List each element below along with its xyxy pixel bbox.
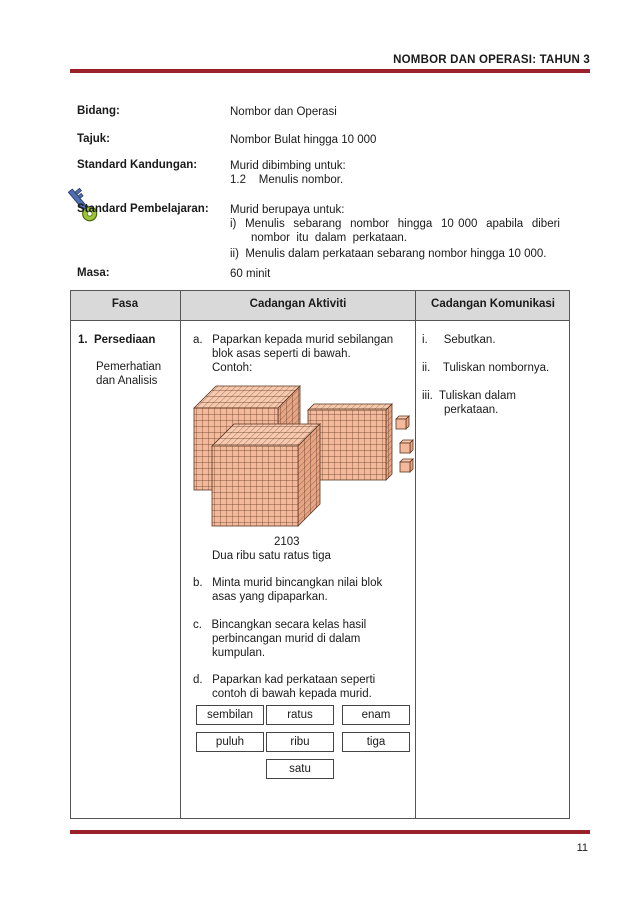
aktiviti-a: blok asas seperti di bawah. [212,348,351,360]
komunikasi-i: i. Sebutkan. [422,334,496,346]
header-aktiviti: Cadangan Aktiviti [249,298,347,310]
hundred-block [308,404,392,480]
komunikasi-iii: perkataan. [444,404,499,416]
word-card: tiga [342,732,410,752]
sp-line: ii) Menulis dalam perkataan sebarang nombor hingga 10 000. [230,248,547,260]
word-card: puluh [196,732,264,752]
aktiviti-d: contoh di bawah kepada murid. [212,688,372,700]
sp-value [230,203,560,261]
thousand-block [212,424,320,526]
tajuk-value: Nombor Bulat hingga 10 000 [230,134,377,146]
page-number: 11 [576,842,588,854]
sk-line: 1.2 Menulis nombor. [230,174,344,186]
example-number-words: Dua ribu satu ratus tiga [212,550,331,562]
sp-line: Murid berupaya untuk: [230,204,345,216]
header-fasa: Fasa [111,298,139,310]
sp-line: i) Menulis sebarang nombor hingga 10 000 apabila diberi [230,218,560,230]
footer-rule [70,830,590,834]
header-komunikasi: Cadangan Komunikasi [431,298,555,310]
aktiviti-c: perbincangan murid di dalam [212,633,361,645]
masa-value: 60 minit [230,268,271,280]
aktiviti-b: b. Minta murid bincangkan nilai blok [193,577,383,589]
sp-label: Standard Pembelajaran: [77,203,209,215]
tajuk-label: Tajuk: [77,133,111,145]
fasa-sub: dan Analisis [96,375,158,387]
one-block [400,440,413,453]
komunikasi-iii: iii. Tuliskan dalam [422,390,516,402]
word-card: enam [342,705,410,725]
word-card: sembilan [196,705,264,725]
column-divider [180,290,181,819]
aktiviti-c: kumpulan. [212,647,266,659]
bidang-value: Nombor dan Operasi [230,106,337,118]
column-divider [415,290,416,819]
example-number: 2103 [274,536,300,548]
word-card: satu [266,759,334,779]
fasa-sub: Pemerhatian [96,361,162,373]
aktiviti-d: d. Paparkan kad perkataan seperti [193,674,376,686]
one-block [400,459,413,472]
fasa-title: 1. Persediaan [78,334,156,346]
base-ten-blocks [190,378,415,538]
aktiviti-c: c. Bincangkan secara kelas hasil [193,619,367,631]
sk-value [230,159,346,187]
aktiviti-b: asas yang dipaparkan. [212,591,328,603]
header-title: NOMBOR DAN OPERASI: TAHUN 3 [393,54,590,66]
word-card: ribu [266,732,334,752]
aktiviti-a: Contoh: [212,362,253,374]
sk-label: Standard Kandungan: [77,159,198,171]
bidang-label: Bidang: [77,105,120,117]
komunikasi-ii: ii. Tuliskan nombornya. [422,362,550,374]
sp-line: nombor itu dalam perkataan. [251,232,407,244]
aktiviti-a: a. Paparkan kepada murid sebilangan [193,334,394,346]
one-block [396,416,409,429]
word-card: ratus [266,705,334,725]
header-rule [70,69,590,73]
sk-line: Murid dibimbing untuk: [230,160,346,172]
masa-label: Masa: [77,267,110,279]
